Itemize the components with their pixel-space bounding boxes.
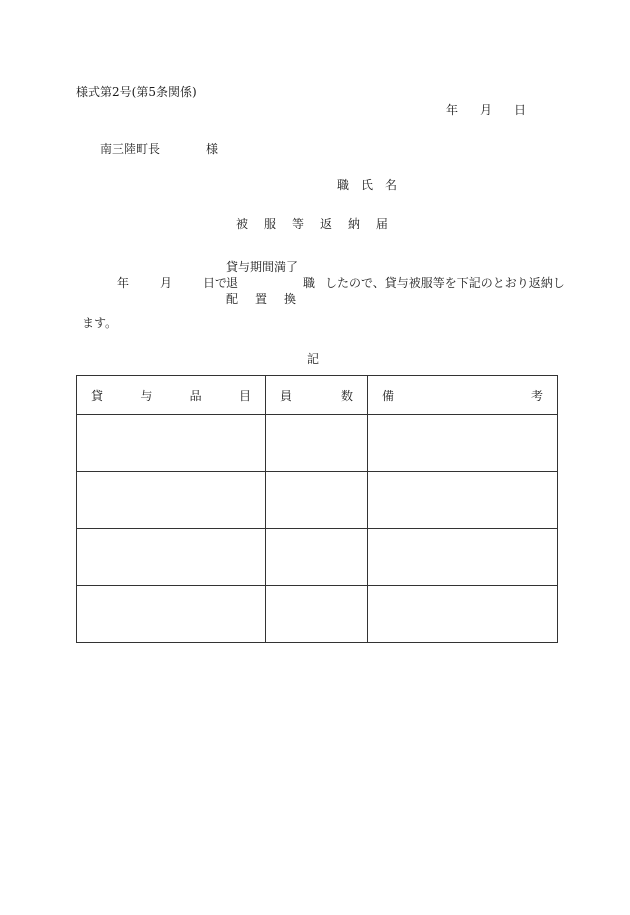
sender-name-label-1: 氏 xyxy=(360,178,373,192)
title-char: 被 xyxy=(236,217,249,231)
sender-block xyxy=(337,179,397,191)
date-day-label: 日 xyxy=(513,103,526,117)
date-month-label: 月 xyxy=(479,103,492,117)
count-cell[interactable] xyxy=(266,472,368,529)
body-year-label: 年 xyxy=(117,276,130,290)
header-char: 与 xyxy=(140,388,153,403)
header-item xyxy=(77,376,266,415)
reason-char: 置 xyxy=(254,292,267,306)
sender-position-label: 職 xyxy=(337,178,350,192)
remarks-cell[interactable] xyxy=(368,529,558,586)
header-char: 備 xyxy=(382,388,395,403)
body-month-label: 月 xyxy=(159,276,172,290)
count-cell[interactable] xyxy=(266,415,368,472)
title-char: 届 xyxy=(375,217,388,231)
table-header-row xyxy=(77,376,558,415)
title-char: 服 xyxy=(263,217,276,231)
remarks-cell[interactable] xyxy=(368,472,558,529)
reason-char: 配 xyxy=(226,292,239,306)
body-day-label: 日で xyxy=(202,276,227,290)
count-cell[interactable] xyxy=(266,529,368,586)
remarks-cell[interactable] xyxy=(368,415,558,472)
count-cell[interactable] xyxy=(266,586,368,643)
date-line xyxy=(446,104,526,116)
item-cell[interactable] xyxy=(77,472,266,529)
addressee-name: 南三陸町長 xyxy=(100,142,161,156)
reason-char: 換 xyxy=(283,292,296,306)
item-cell[interactable] xyxy=(77,586,266,643)
form-number: 様式第2号(第5条関係) xyxy=(76,85,197,99)
header-count xyxy=(266,376,368,415)
title-char: 等 xyxy=(291,217,304,231)
reason-option-reassignment xyxy=(226,293,296,305)
body-continuation: ます。 xyxy=(82,316,118,330)
reason-char: 職 xyxy=(302,276,315,290)
table-row xyxy=(77,586,558,643)
body-date-part xyxy=(117,277,227,289)
title-char: 返 xyxy=(319,217,332,231)
header-char: 品 xyxy=(189,388,202,403)
header-char: 目 xyxy=(238,388,251,403)
table-row xyxy=(77,529,558,586)
item-cell[interactable] xyxy=(77,529,266,586)
header-remarks xyxy=(368,376,558,415)
header-char: 貸 xyxy=(91,388,104,403)
table-row xyxy=(77,415,558,472)
reason-option-retirement xyxy=(226,277,315,289)
body-text: したので、貸与被服等を下記のとおり返納し xyxy=(325,276,565,290)
addressee-honorific: 様 xyxy=(206,142,219,156)
header-char: 考 xyxy=(530,388,543,403)
ki-heading: 記 xyxy=(307,352,320,366)
reason-option-term-expired: 貸与期間満了 xyxy=(226,260,299,274)
date-year-label: 年 xyxy=(446,103,459,117)
header-char: 数 xyxy=(340,388,353,403)
table-row xyxy=(77,472,558,529)
header-char: 員 xyxy=(280,388,293,403)
document-title xyxy=(236,218,388,230)
sender-name-label-2: 名 xyxy=(384,178,397,192)
remarks-cell[interactable] xyxy=(368,586,558,643)
addressee xyxy=(100,143,218,155)
title-char: 納 xyxy=(347,217,360,231)
return-items-table xyxy=(76,375,558,643)
reason-char: 退 xyxy=(226,276,239,290)
item-cell[interactable] xyxy=(77,415,266,472)
